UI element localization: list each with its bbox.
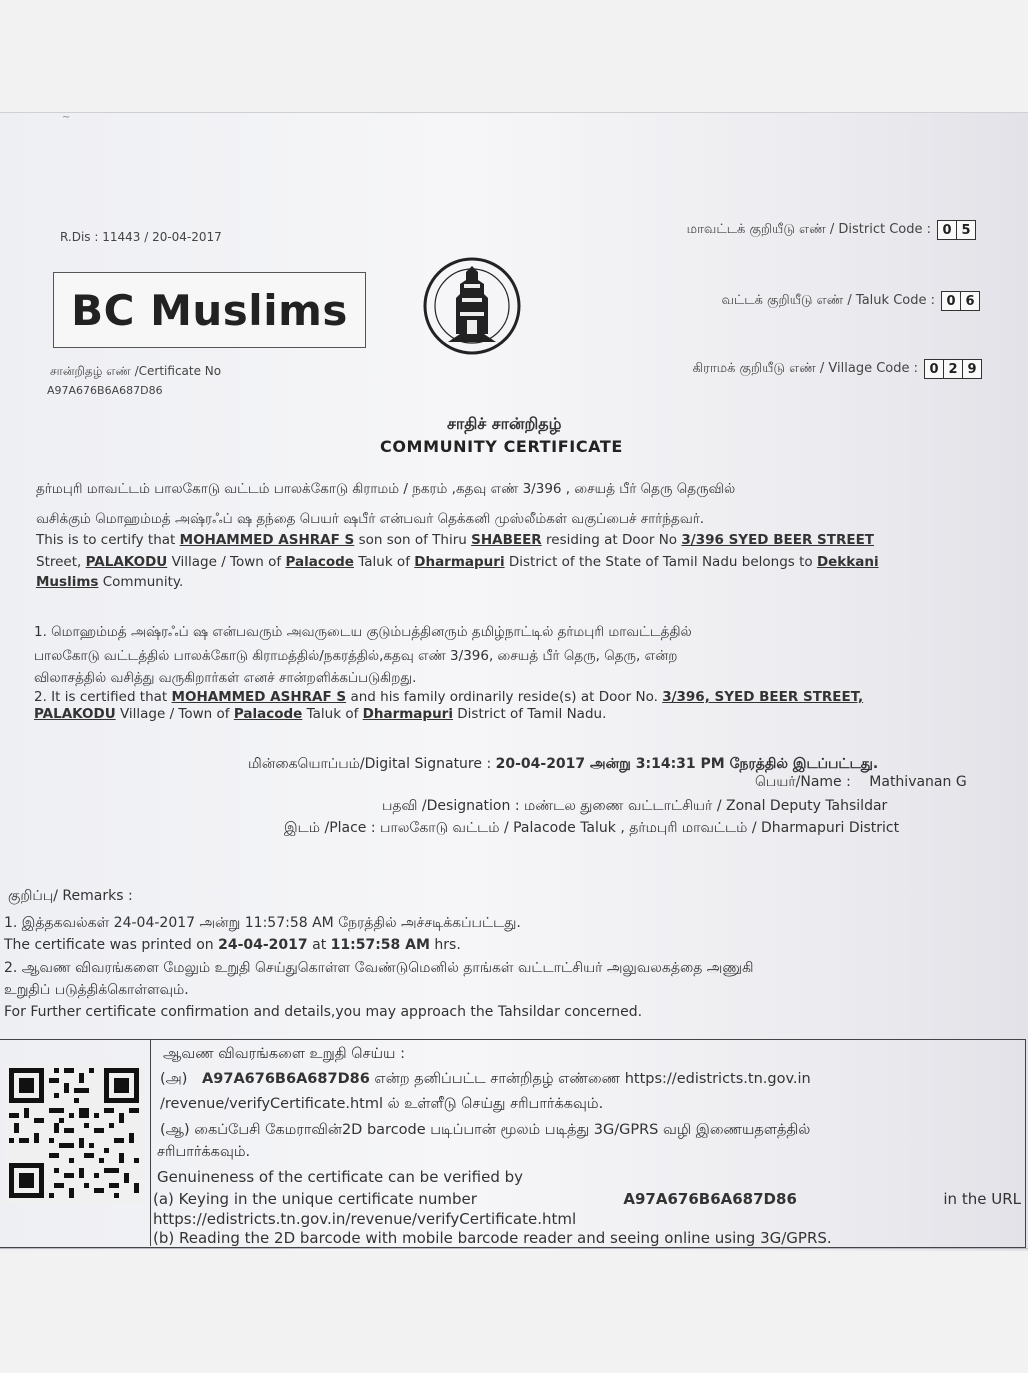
verify-english-url[interactable]: https://edistricts.tn.gov.in/revenue/verifyCertificate.html: [153, 1210, 577, 1228]
digital-signature-label: மின்கையொப்பம்/Digital Signature :: [248, 756, 492, 772]
taluk-code-digit: 6: [960, 292, 979, 310]
verify-heading-tamil: ஆவண விவரங்களை உறுதி செய்ய :: [163, 1046, 405, 1062]
place-row: [284, 820, 899, 838]
certificate-number: A97A676B6A687D86: [47, 384, 163, 397]
designation-label: பதவி /Designation :: [382, 798, 520, 814]
remark2-tamil-line2: உறுதிப் படுத்திக்கொள்ளவும்.: [4, 982, 189, 998]
district-code-label: மாவட்டக் குறியீடு எண் / District Code :: [686, 222, 931, 237]
signer-name-label: பெயர்/Name :: [755, 774, 851, 790]
verify-en-a-number: A97A676B6A687D86: [623, 1190, 797, 1208]
title-tamil: சாதிச் சான்றிதழ்: [447, 414, 562, 433]
district-name: Dharmapuri: [414, 554, 505, 570]
remark1-at: at: [312, 937, 327, 953]
remark1-prefix: The certificate was printed on: [4, 937, 214, 953]
tamil-nadu-emblem-icon: [420, 254, 524, 358]
clause2-town: Palacode: [233, 706, 303, 722]
verify-en-a-prefix: (a) Keying in the unique certificate number: [153, 1190, 477, 1208]
door-address: 3/396 SYED BEER STREET: [681, 532, 875, 548]
intro-prefix: This is to certify that: [36, 532, 176, 548]
clause2-village: PALAKODU: [34, 706, 116, 722]
community-name: Dekkani: [816, 554, 879, 570]
intro-community-end: Community.: [102, 574, 184, 590]
verify-english-a-line1: [153, 1190, 1021, 1208]
verify-b-tamil-line2: சரிபார்க்கவும்.: [157, 1144, 251, 1160]
intro-street: Street,: [36, 554, 82, 570]
verify-a-tamil-line1: [160, 1071, 811, 1089]
district-code-row: [687, 220, 976, 240]
category-box: [53, 272, 366, 348]
remarks-label: குறிப்பு/ Remarks :: [8, 888, 133, 904]
district-code-digit: 0: [938, 221, 956, 239]
village-code-digit: 2: [943, 360, 962, 378]
clause2-mid: and his family ordinarily reside(s) at Door No.: [350, 689, 658, 705]
verify-a-tamil-line2: /revenue/verifyCertificate.html ல் உள்ளீடு செய்து சரிபார்க்கவும்.: [160, 1096, 604, 1112]
taluk-code-boxes: [941, 291, 980, 311]
verify-en-a-suffix: in the URL: [943, 1190, 1021, 1208]
taluk-code-label: வட்டக் குறியீடு எண் / Taluk Code :: [721, 293, 935, 308]
intro-english-line1: [36, 532, 874, 548]
remark1-english: [4, 937, 461, 953]
clause2-end: District of Tamil Nadu.: [457, 706, 607, 722]
clause2-taluk-of: Taluk of: [306, 706, 359, 722]
village-code-digit: 9: [962, 360, 981, 378]
community-name-2: Muslims: [36, 574, 99, 590]
district-code-boxes: [937, 220, 976, 240]
verify-english-heading: Genuineness of the certificate can be verified by: [157, 1168, 524, 1186]
intro-english-line3: [36, 574, 183, 590]
clause2-name: MOHAMMED ASHRAF S: [171, 689, 347, 705]
taluk-code-row: [721, 291, 980, 311]
intro-tamil-line2: வசிக்கும் மொஹம்மத் அஷ்ரஃப் ஷ தந்தை பெயர் ஷபீர் என்பவர் தெக்கனி முஸ்லீம்கள் வகுப்பைச் சார்ந்தவர்.: [36, 511, 705, 527]
verify-english-b: (b) Reading the 2D barcode with mobile barcode reader and seeing online using 3G/GPRS.: [153, 1229, 832, 1247]
intro-state: District of the State of Tamil Nadu belongs to: [508, 554, 813, 570]
remark2-tamil-line1: 2. ஆவண விவரங்களை மேலும் உறுதி செய்துகொள்ள வேண்டுமெனில் தாங்கள் வட்டாட்சியர் அலுவலகத்தை அணுகி: [4, 960, 754, 976]
clause2-door: 3/396, SYED BEER STREET,: [662, 689, 864, 705]
verify-a-mid: என்ற தனிப்பட்ட சான்றிதழ் எண்ணை: [374, 1071, 621, 1087]
clause2-prefix: 2. It is certified that: [34, 689, 168, 705]
designation-row: [382, 798, 887, 816]
holder-name: MOHAMMED ASHRAF S: [179, 532, 355, 548]
verify-a-marker: (அ): [160, 1071, 188, 1087]
remark1-end: hrs.: [434, 937, 461, 953]
intro-english-line2: [36, 554, 879, 570]
clause1-line1: 1. மொஹம்மத் அஷ்ரஃப் ஷ என்பவரும் அவருடைய குடும்பத்தினரும் தமிழ்நாட்டில் தர்மபுரி மாவட்டத்தில்: [34, 624, 692, 640]
signer-name-row: [755, 774, 967, 792]
town-name: Palacode: [285, 554, 354, 570]
father-name: SHABEER: [471, 532, 542, 548]
category-label: BC Muslims: [71, 285, 348, 335]
cut-off-text: ~: [62, 112, 71, 123]
clause2-district: Dharmapuri: [362, 706, 453, 722]
designation-value: மண்டல துணை வட்டாட்சியர் / Zonal Deputy Tahsildar: [524, 798, 888, 814]
clause1-line2: பாலகோடு வட்டத்தில் பாலக்கோடு கிராமத்தில்/நகரத்தில்,கதவு எண் 3/396, சையத் பீர் தெரு, தெரு, என்ற: [34, 648, 678, 664]
remark1-tamil: 1. இத்தகவல்கள் 24-04-2017 அன்று 11:57:58 AM நேரத்தில் அச்சடிக்கப்பட்டது.: [4, 915, 521, 931]
verification-divider: [150, 1039, 151, 1246]
intro-residing: residing at Door No: [546, 532, 678, 548]
intro-taluk-of: Taluk of: [358, 554, 410, 570]
taluk-code-digit: 0: [942, 292, 960, 310]
digital-signature-value: 20-04-2017 அன்று 3:14:31 PM நேரத்தில் இடப்பட்டது.: [495, 756, 879, 772]
reference-number: R.Dis : 11443 / 20-04-2017: [60, 230, 222, 244]
verify-b-tamil-line1: (ஆ) கைப்பேசி கேமராவின்2D barcode படிப்பான் மூலம் படித்து 3G/GPRS வழி இணையதளத்தில்: [160, 1122, 811, 1138]
district-code-digit: 5: [956, 221, 975, 239]
clause1-line3: விலாசத்தில் வசித்து வருகிறார்கள் எனச் சான்றளிக்கப்படுகிறது.: [34, 670, 417, 686]
signer-name: Mathivanan G: [869, 774, 967, 790]
sheet-edge: [0, 1248, 1028, 1249]
place-label: இடம் /Place :: [284, 820, 376, 836]
intro-village-town: Village / Town of: [171, 554, 282, 570]
certificate-number-label: சான்றிதழ் எண் /Certificate No: [50, 364, 222, 378]
village-code-digit: 0: [925, 360, 943, 378]
remark2-english: For Further certificate confirmation and details,you may approach the Tahsildar concerned.: [4, 1004, 643, 1020]
clause2-village-town: Village / Town of: [119, 706, 230, 722]
village-code-row: [692, 359, 982, 379]
verify-url-link[interactable]: https://edistricts.tn.gov.in: [624, 1071, 811, 1087]
digital-signature-row: [248, 756, 878, 774]
clause2-line2: [34, 706, 606, 722]
print-date: 24-04-2017: [218, 937, 308, 953]
intro-son-of: son son of Thiru: [358, 532, 467, 548]
title-english: COMMUNITY CERTIFICATE: [380, 437, 623, 456]
print-time: 11:57:58 AM: [330, 937, 430, 953]
qr-code-icon[interactable]: [4, 1063, 144, 1203]
village-code-boxes: [924, 359, 982, 379]
village-code-label: கிராமக் குறியீடு எண் / Village Code :: [692, 361, 918, 376]
village-name: PALAKODU: [85, 554, 168, 570]
clause2-line1: [34, 689, 863, 705]
place-value: பாலகோடு வட்டம் / Palacode Taluk , தர்மபுரி மாவட்டம் / Dharmapuri District: [380, 820, 900, 836]
intro-tamil-line1: தர்மபுரி மாவட்டம் பாலகோடு வட்டம் பாலக்கோடு கிராமம் / நகரம் ,கதவு எண் 3/396 , சையத் பீர் தெரு தெருவில்: [36, 481, 736, 497]
verify-a-number: A97A676B6A687D86: [202, 1071, 370, 1087]
